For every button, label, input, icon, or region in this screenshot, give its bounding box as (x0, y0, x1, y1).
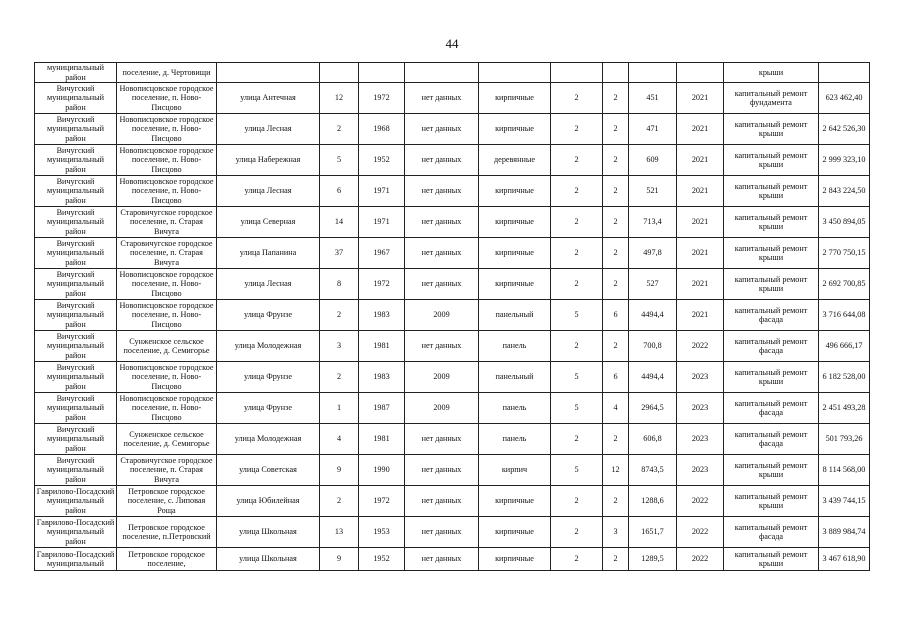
cell-work-type: капитальный ремонт фасада (724, 424, 819, 455)
cell-repair-year: 2021 (677, 176, 724, 207)
cell-entrances: 2 (603, 238, 629, 269)
cell-cost: 2 692 700,85 (819, 269, 870, 300)
cell-floors: 2 (551, 83, 603, 114)
cell-build-year: 1971 (359, 176, 405, 207)
cell-settlement: Новописцовское городское поселение, п. Ново-Писцово (117, 362, 217, 393)
cell-build-year: 1972 (359, 269, 405, 300)
cell-wall-material: панель (479, 393, 551, 424)
table-row (35, 362, 870, 393)
cell-repair-year (677, 63, 724, 83)
cell-area: 471 (629, 114, 677, 145)
cell-cost: 2 999 323,10 (819, 145, 870, 176)
cell-work-type: крыши (724, 63, 819, 83)
cell-entrances: 2 (603, 548, 629, 571)
cell-street: улица Советская (217, 455, 320, 486)
cell-floors: 5 (551, 455, 603, 486)
cell-wall-material: кирпичные (479, 207, 551, 238)
cell-entrances (603, 63, 629, 83)
cell-repair-year: 2021 (677, 114, 724, 145)
cell-district: Вичугский муниципальный район (35, 424, 117, 455)
cell-floors (551, 63, 603, 83)
cell-settlement: поселение, д. Чертовищи (117, 63, 217, 83)
cell-wall-material: кирпичные (479, 238, 551, 269)
cell-street: улица Фрунзе (217, 300, 320, 331)
cell-cost: 623 462,40 (819, 83, 870, 114)
cell-renovation-year: нет данных (405, 269, 479, 300)
cell-renovation-year: нет данных (405, 145, 479, 176)
repair-schedule-table (34, 62, 870, 571)
cell-work-type: капитальный ремонт фасада (724, 331, 819, 362)
cell-house-number: 2 (320, 486, 359, 517)
cell-area: 4494,4 (629, 300, 677, 331)
cell-house-number: 8 (320, 269, 359, 300)
cell-wall-material: панельный (479, 300, 551, 331)
cell-cost: 2 642 526,30 (819, 114, 870, 145)
cell-entrances: 3 (603, 517, 629, 548)
cell-district: Вичугский муниципальный район (35, 269, 117, 300)
cell-work-type: капитальный ремонт фасада (724, 300, 819, 331)
cell-entrances: 2 (603, 145, 629, 176)
cell-cost: 2 843 224,50 (819, 176, 870, 207)
cell-entrances: 4 (603, 393, 629, 424)
cell-floors: 5 (551, 362, 603, 393)
cell-wall-material: кирпичные (479, 83, 551, 114)
cell-floors: 2 (551, 331, 603, 362)
cell-floors: 2 (551, 176, 603, 207)
cell-work-type: капитальный ремонт крыши (724, 486, 819, 517)
cell-wall-material (479, 63, 551, 83)
cell-build-year: 1953 (359, 517, 405, 548)
table-row (35, 393, 870, 424)
cell-repair-year: 2021 (677, 269, 724, 300)
cell-work-type: капитальный ремонт крыши (724, 548, 819, 571)
cell-repair-year: 2021 (677, 83, 724, 114)
cell-cost: 501 793,26 (819, 424, 870, 455)
cell-repair-year: 2021 (677, 238, 724, 269)
cell-cost: 6 182 528,00 (819, 362, 870, 393)
cell-area: 606,8 (629, 424, 677, 455)
cell-repair-year: 2022 (677, 331, 724, 362)
cell-area (629, 63, 677, 83)
cell-settlement: Новописцовское городское поселение, п. Ново-Писцово (117, 145, 217, 176)
page-number: 44 (445, 36, 459, 51)
cell-district: Вичугский муниципальный район (35, 331, 117, 362)
cell-cost: 3 450 894,05 (819, 207, 870, 238)
cell-street: улица Лесная (217, 114, 320, 145)
cell-cost (819, 63, 870, 83)
cell-work-type: капитальный ремонт крыши (724, 455, 819, 486)
cell-house-number: 9 (320, 548, 359, 571)
table-body (35, 63, 870, 571)
cell-build-year: 1971 (359, 207, 405, 238)
cell-build-year: 1981 (359, 331, 405, 362)
cell-house-number: 12 (320, 83, 359, 114)
table-row (35, 238, 870, 269)
cell-street: улица Молодежная (217, 331, 320, 362)
cell-cost: 2 451 493,28 (819, 393, 870, 424)
cell-settlement: Новописцовское городское поселение, п. Ново-Писцово (117, 269, 217, 300)
cell-work-type: капитальный ремонт крыши (724, 238, 819, 269)
cell-build-year: 1990 (359, 455, 405, 486)
cell-street: улица Набережная (217, 145, 320, 176)
cell-renovation-year: нет данных (405, 424, 479, 455)
cell-area: 497,8 (629, 238, 677, 269)
table-row (35, 424, 870, 455)
cell-district: Вичугский муниципальный район (35, 145, 117, 176)
cell-wall-material: кирпичные (479, 269, 551, 300)
cell-settlement: Старовичугское городское поселение, п. Старая Вичуга (117, 455, 217, 486)
cell-wall-material: кирпичные (479, 548, 551, 571)
table-row (35, 548, 870, 571)
cell-area: 527 (629, 269, 677, 300)
cell-build-year (359, 63, 405, 83)
cell-house-number: 2 (320, 362, 359, 393)
cell-build-year: 1952 (359, 548, 405, 571)
cell-settlement: Сунженское сельское поселение, д. Семигорье (117, 331, 217, 362)
cell-floors: 2 (551, 424, 603, 455)
cell-entrances: 2 (603, 83, 629, 114)
cell-build-year: 1987 (359, 393, 405, 424)
cell-settlement: Петровское городское поселение, (117, 548, 217, 571)
cell-work-type: капитальный ремонт крыши (724, 176, 819, 207)
cell-cost: 496 666,17 (819, 331, 870, 362)
cell-district: Вичугский муниципальный район (35, 83, 117, 114)
table-row (35, 269, 870, 300)
cell-area: 713,4 (629, 207, 677, 238)
cell-entrances: 2 (603, 424, 629, 455)
cell-cost: 8 114 568,00 (819, 455, 870, 486)
cell-wall-material: кирпич (479, 455, 551, 486)
cell-renovation-year: нет данных (405, 238, 479, 269)
cell-renovation-year: нет данных (405, 486, 479, 517)
cell-build-year: 1967 (359, 238, 405, 269)
cell-street: улица Школьная (217, 548, 320, 571)
cell-renovation-year: нет данных (405, 114, 479, 145)
table-row (35, 83, 870, 114)
cell-renovation-year: 2009 (405, 393, 479, 424)
cell-house-number: 3 (320, 331, 359, 362)
cell-floors: 2 (551, 114, 603, 145)
cell-renovation-year: нет данных (405, 207, 479, 238)
cell-settlement: Новописцовское городское поселение, п. Ново-Писцово (117, 176, 217, 207)
cell-cost: 3 716 644,08 (819, 300, 870, 331)
cell-settlement: Старовичугское городское поселение, п. Старая Вичуга (117, 238, 217, 269)
cell-work-type: капитальный ремонт фундамента (724, 83, 819, 114)
cell-street: улица Фрунзе (217, 362, 320, 393)
cell-area: 609 (629, 145, 677, 176)
cell-street: улица Антечная (217, 83, 320, 114)
cell-work-type: капитальный ремонт фасада (724, 517, 819, 548)
table-row (35, 331, 870, 362)
cell-area: 4494,4 (629, 362, 677, 393)
cell-house-number: 14 (320, 207, 359, 238)
cell-build-year: 1968 (359, 114, 405, 145)
cell-street: улица Молодежная (217, 424, 320, 455)
table-row (35, 63, 870, 83)
cell-work-type: капитальный ремонт фасада (724, 393, 819, 424)
cell-area: 451 (629, 83, 677, 114)
cell-entrances: 2 (603, 269, 629, 300)
cell-house-number: 5 (320, 145, 359, 176)
cell-district: Гаврилово-Посадский муниципальный район (35, 486, 117, 517)
cell-floors: 2 (551, 517, 603, 548)
table-row (35, 517, 870, 548)
cell-settlement: Новописцовское городское поселение, п. Ново-Писцово (117, 300, 217, 331)
cell-district: Вичугский муниципальный район (35, 393, 117, 424)
cell-area: 700,8 (629, 331, 677, 362)
cell-entrances: 2 (603, 486, 629, 517)
table-row (35, 455, 870, 486)
cell-district: Гаврилово-Посадский муниципальный (35, 548, 117, 571)
cell-district: Вичугский муниципальный район (35, 238, 117, 269)
cell-entrances: 2 (603, 114, 629, 145)
cell-street: улица Северная (217, 207, 320, 238)
cell-renovation-year: 2009 (405, 362, 479, 393)
cell-floors: 5 (551, 300, 603, 331)
cell-house-number: 37 (320, 238, 359, 269)
cell-street: улица Лесная (217, 269, 320, 300)
cell-area: 8743,5 (629, 455, 677, 486)
cell-repair-year: 2021 (677, 300, 724, 331)
cell-district: Вичугский муниципальный район (35, 207, 117, 238)
cell-settlement: Старовичугское городское поселение, п. Старая Вичуга (117, 207, 217, 238)
cell-entrances: 6 (603, 362, 629, 393)
cell-floors: 2 (551, 269, 603, 300)
cell-floors: 5 (551, 393, 603, 424)
cell-renovation-year: 2009 (405, 300, 479, 331)
cell-work-type: капитальный ремонт крыши (724, 269, 819, 300)
cell-house-number: 1 (320, 393, 359, 424)
cell-house-number: 2 (320, 300, 359, 331)
cell-floors: 2 (551, 238, 603, 269)
cell-repair-year: 2023 (677, 393, 724, 424)
cell-renovation-year: нет данных (405, 83, 479, 114)
cell-renovation-year: нет данных (405, 455, 479, 486)
table-row (35, 145, 870, 176)
cell-street: улица Лесная (217, 176, 320, 207)
cell-floors: 2 (551, 207, 603, 238)
cell-wall-material: панель (479, 424, 551, 455)
cell-area: 1651,7 (629, 517, 677, 548)
cell-house-number: 2 (320, 114, 359, 145)
cell-floors: 2 (551, 548, 603, 571)
cell-area: 2964,5 (629, 393, 677, 424)
cell-wall-material: панельный (479, 362, 551, 393)
cell-build-year: 1972 (359, 83, 405, 114)
cell-street: улица Юбилейная (217, 486, 320, 517)
cell-wall-material: кирпичные (479, 486, 551, 517)
cell-house-number: 4 (320, 424, 359, 455)
table-row (35, 114, 870, 145)
cell-district: Вичугский муниципальный район (35, 300, 117, 331)
cell-renovation-year (405, 63, 479, 83)
table-row (35, 300, 870, 331)
cell-renovation-year: нет данных (405, 176, 479, 207)
cell-street (217, 63, 320, 83)
cell-wall-material: деревянные (479, 145, 551, 176)
cell-repair-year: 2023 (677, 455, 724, 486)
table-row (35, 486, 870, 517)
cell-house-number: 9 (320, 455, 359, 486)
cell-area: 1289,5 (629, 548, 677, 571)
cell-cost: 3 889 984,74 (819, 517, 870, 548)
cell-repair-year: 2023 (677, 362, 724, 393)
cell-settlement: Новописцовское городское поселение, п. Ново-Писцово (117, 83, 217, 114)
cell-settlement: Новописцовское городское поселение, п. Ново-Писцово (117, 114, 217, 145)
cell-house-number: 13 (320, 517, 359, 548)
cell-work-type: капитальный ремонт крыши (724, 362, 819, 393)
cell-floors: 2 (551, 486, 603, 517)
cell-work-type: капитальный ремонт крыши (724, 207, 819, 238)
cell-area: 1288,6 (629, 486, 677, 517)
cell-cost: 3 467 618,90 (819, 548, 870, 571)
cell-district: Вичугский муниципальный район (35, 176, 117, 207)
cell-street: улица Папанина (217, 238, 320, 269)
cell-street: улица Школьная (217, 517, 320, 548)
cell-district: Вичугский муниципальный район (35, 114, 117, 145)
cell-entrances: 2 (603, 331, 629, 362)
cell-cost: 3 439 744,15 (819, 486, 870, 517)
cell-build-year: 1981 (359, 424, 405, 455)
cell-wall-material: кирпичные (479, 114, 551, 145)
cell-wall-material: панель (479, 331, 551, 362)
cell-build-year: 1983 (359, 362, 405, 393)
cell-district: Вичугский муниципальный район (35, 362, 117, 393)
cell-work-type: капитальный ремонт крыши (724, 145, 819, 176)
cell-renovation-year: нет данных (405, 331, 479, 362)
cell-repair-year: 2021 (677, 145, 724, 176)
cell-area: 521 (629, 176, 677, 207)
cell-house-number: 6 (320, 176, 359, 207)
table-row (35, 176, 870, 207)
cell-work-type: капитальный ремонт крыши (724, 114, 819, 145)
cell-cost: 2 770 750,15 (819, 238, 870, 269)
table-row (35, 207, 870, 238)
cell-settlement: Новописцовское городское поселение, п. Ново-Писцово (117, 393, 217, 424)
cell-renovation-year: нет данных (405, 548, 479, 571)
cell-repair-year: 2022 (677, 548, 724, 571)
cell-house-number (320, 63, 359, 83)
cell-repair-year: 2021 (677, 207, 724, 238)
cell-repair-year: 2023 (677, 424, 724, 455)
cell-build-year: 1983 (359, 300, 405, 331)
cell-entrances: 12 (603, 455, 629, 486)
cell-floors: 2 (551, 145, 603, 176)
cell-settlement: Петровское городское поселение, с. Липовая Роща (117, 486, 217, 517)
cell-build-year: 1972 (359, 486, 405, 517)
cell-build-year: 1952 (359, 145, 405, 176)
cell-wall-material: кирпичные (479, 517, 551, 548)
cell-wall-material: кирпичные (479, 176, 551, 207)
cell-district: Вичугский муниципальный район (35, 455, 117, 486)
cell-repair-year: 2022 (677, 517, 724, 548)
cell-street: улица Фрунзе (217, 393, 320, 424)
cell-entrances: 2 (603, 207, 629, 238)
cell-entrances: 6 (603, 300, 629, 331)
cell-district: Гаврилово-Посадский муниципальный район (35, 517, 117, 548)
cell-renovation-year: нет данных (405, 517, 479, 548)
cell-settlement: Сунженское сельское поселение, д. Семигорье (117, 424, 217, 455)
cell-district: муниципальный район (35, 63, 117, 83)
cell-repair-year: 2022 (677, 486, 724, 517)
cell-settlement: Петровское городское поселение, п.Петровский (117, 517, 217, 548)
cell-entrances: 2 (603, 176, 629, 207)
